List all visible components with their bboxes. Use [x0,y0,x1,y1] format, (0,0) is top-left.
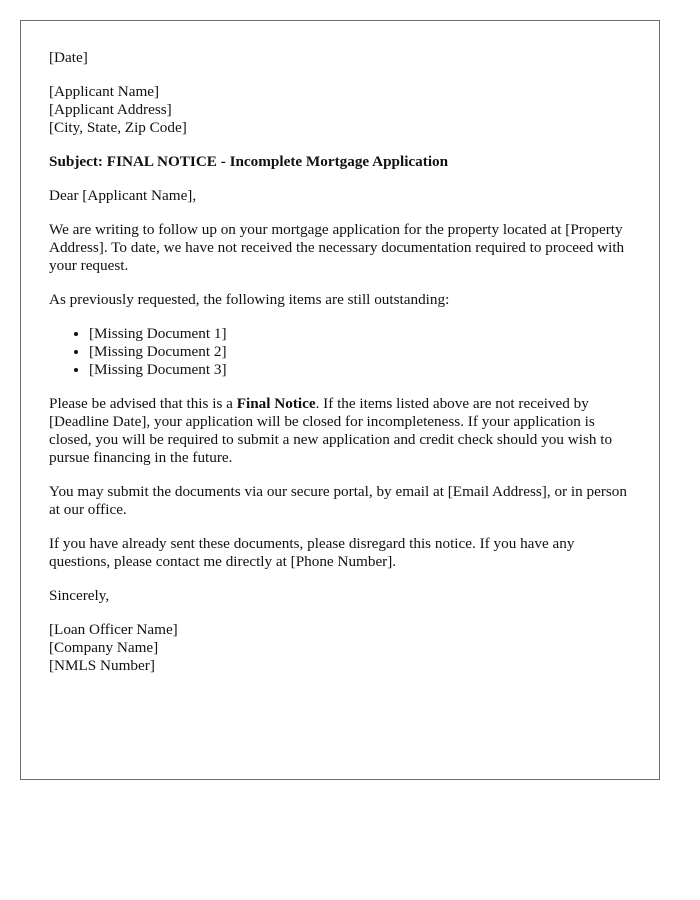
paragraph-3-after: . If the items listed above are not received by [Deadline Date], your application will be closed for incompleteness. If your application is closed, you will be required to submit a new application and credit check should you wish to pursue financing in the future. [49,395,613,466]
signature-officer: [Loan Officer Name] [49,621,178,638]
recipient-block [49,83,631,137]
subject-line [49,153,631,171]
letter-date: [Date] [49,49,88,66]
body-paragraph-3 [49,395,631,467]
paragraph-3-before: Please be advised that this is a [49,395,237,412]
missing-documents-list [49,325,631,379]
signature-nmls: [NMLS Number] [49,657,155,674]
signature-company: [Company Name] [49,639,159,656]
closing: Sincerely, [49,587,110,604]
list-item: • [Missing Document 1] [89,325,631,343]
final-notice-emphasis: Final Notice [236,395,316,412]
body-paragraph-5: If you have already sent these documents, please disregard this notice. If you have any questions, please contact me directly at [Phone Number]. [49,535,575,570]
body-paragraph-2: As previously requested, the following items are still outstanding: [49,291,450,308]
salutation: Dear [Applicant Name], [49,187,197,204]
signature-block [49,621,631,675]
subject-text: FINAL NOTICE - Incomplete Mortgage Application [106,153,449,170]
recipient-address: [Applicant Address] [49,101,172,118]
list-item: • [Missing Document 3] [89,361,631,379]
body-paragraph-4: You may submit the documents via our secure portal, by email at [Email Address], or in person at our office. [49,483,627,518]
recipient-city-state-zip: [City, State, Zip Code] [49,119,187,136]
list-item: • [Missing Document 2] [89,343,631,361]
subject-label: Subject: [49,153,103,170]
recipient-name: [Applicant Name] [49,83,160,100]
letter-page [20,20,660,780]
body-paragraph-1: We are writing to follow up on your mortgage application for the property located at [Property Address]. To date, we have not received the necessary documentation required to proceed with your request. [49,221,625,274]
